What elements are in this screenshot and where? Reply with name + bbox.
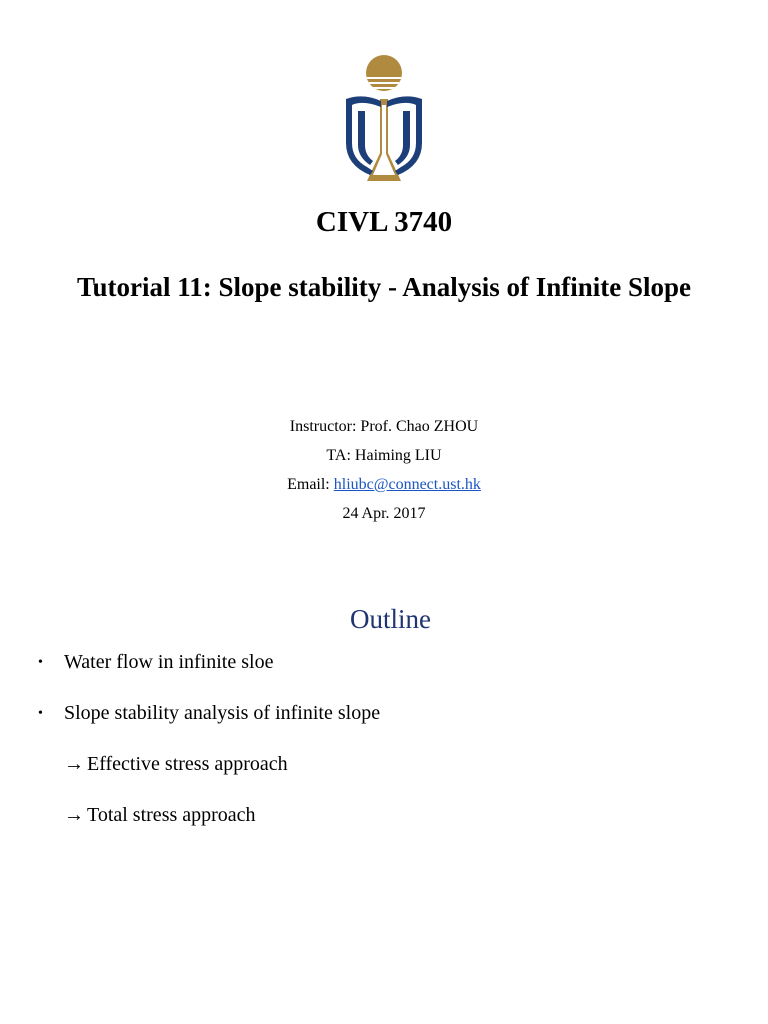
contact-info	[0, 412, 768, 528]
tutorial-title: Tutorial 11: Slope stability - Analysis of Infinite Slope	[76, 272, 692, 302]
date-line: 24 Apr. 2017	[342, 505, 426, 522]
bullet-icon: •	[38, 655, 43, 670]
sub-list-item-text: Total stress approach	[87, 804, 256, 826]
sub-list-item	[38, 801, 380, 852]
ta-line: TA: Haiming LIU	[326, 447, 442, 464]
email-link[interactable]: hliubc@connect.ust.hk	[333, 476, 481, 493]
logo-sun	[366, 55, 402, 91]
list-item	[38, 648, 380, 699]
list-item	[38, 699, 380, 750]
email-label: Email:	[287, 476, 330, 493]
list-item-text: Water flow in infinite sloe	[64, 651, 274, 673]
instructor-line: Instructor: Prof. Chao ZHOU	[289, 418, 479, 435]
university-logo-icon	[343, 55, 425, 183]
sub-list-item	[38, 750, 380, 801]
outline-list	[38, 648, 380, 852]
course-code: CIVL 3740	[315, 206, 453, 238]
bullet-icon: •	[38, 706, 43, 721]
arrow-right-icon: →	[64, 804, 84, 826]
list-item-text: Slope stability analysis of infinite slope	[64, 702, 381, 724]
arrow-right-icon: →	[64, 753, 84, 775]
sub-list-item-text: Effective stress approach	[87, 753, 288, 775]
outline-heading: Outline	[350, 604, 431, 634]
email-line	[0, 470, 768, 499]
